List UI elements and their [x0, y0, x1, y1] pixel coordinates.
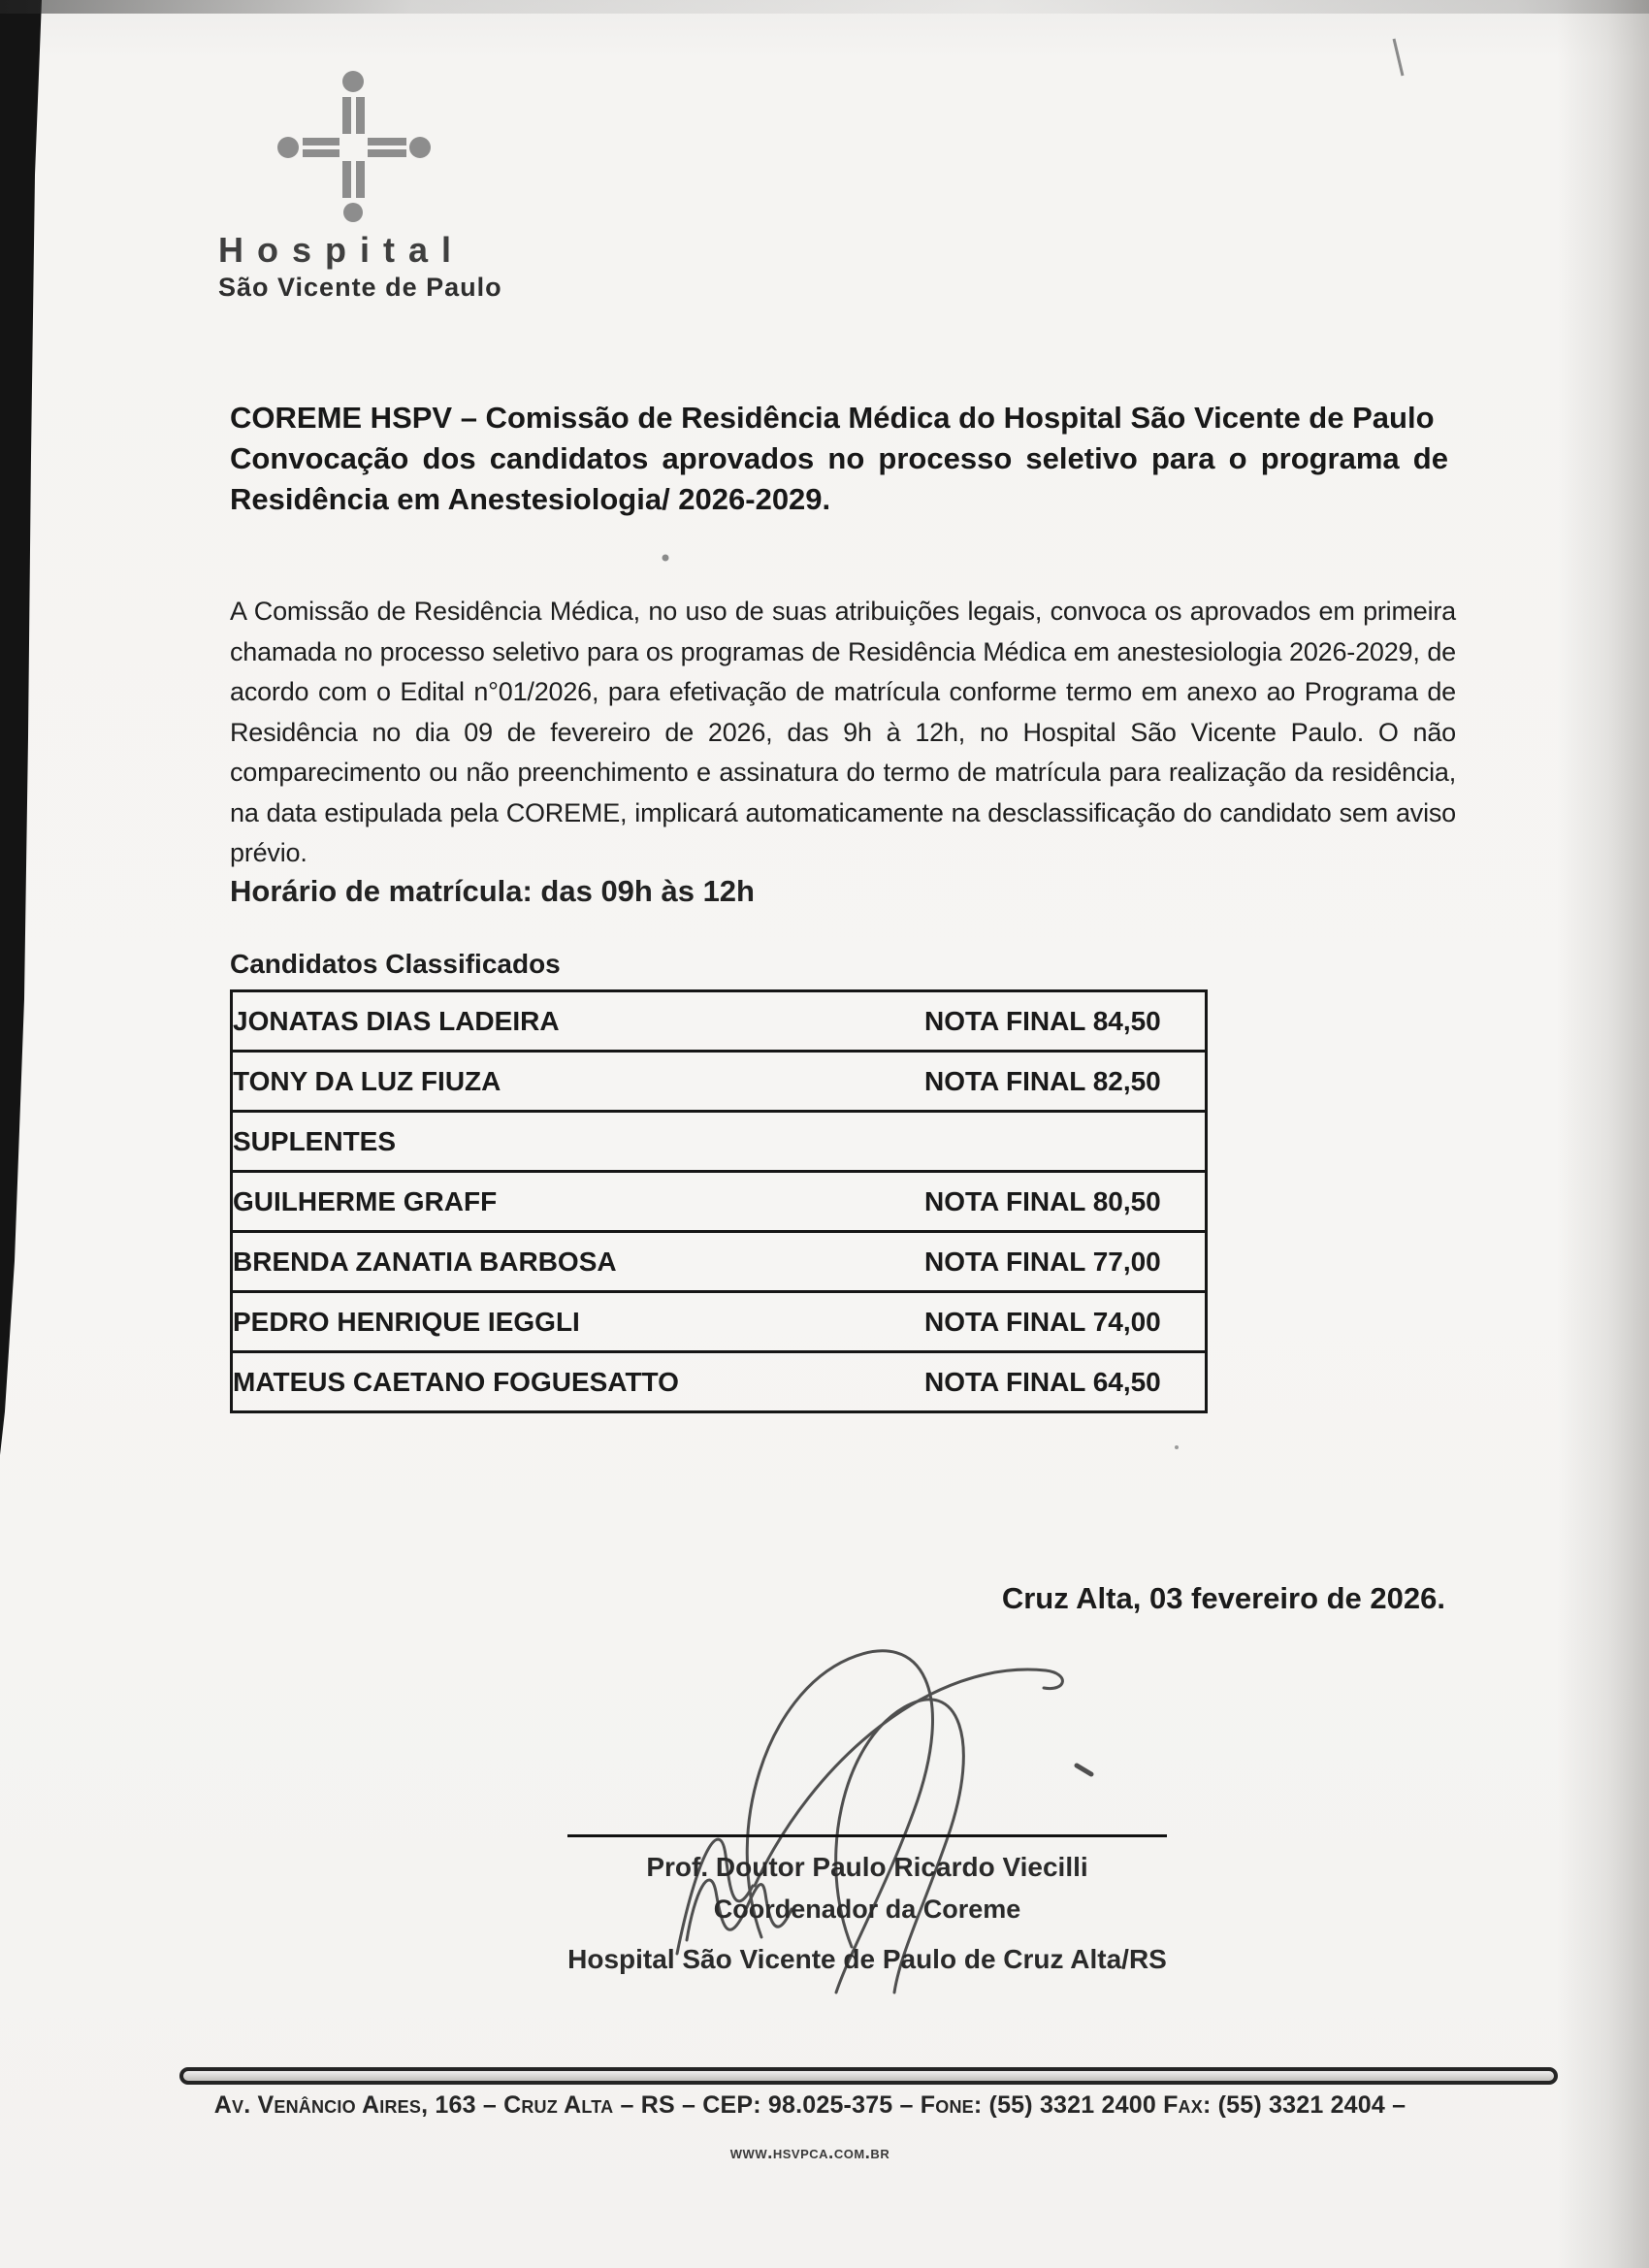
- footer-address: Av. Venâncio Aires, 163 – Cruz Alta – RS – CEP: 98.025-375 – Fone: (55) 3321 2400 Fax: (55) 3321 2404 –: [213, 2091, 1406, 2119]
- candidate-score: NOTA FINAL 77,00: [924, 1232, 1207, 1292]
- footer-website: www.hsvpca.com.br: [729, 2143, 890, 2163]
- candidate-row: [232, 1232, 1207, 1292]
- candidate-name: JONATAS DIAS LADEIRA: [232, 991, 925, 1052]
- candidate-score: NOTA FINAL 64,50: [924, 1352, 1207, 1412]
- signatory-org: Hospital São Vicente de Paulo de Cruz Alta/RS: [567, 1944, 1167, 1974]
- date-line: Cruz Alta, 03 fevereiro de 2026.: [1001, 1581, 1445, 1615]
- scan-left-black-strip: [0, 0, 42, 1455]
- signature-block: [479, 1846, 1255, 1981]
- footer-divider-bar: [179, 2067, 1558, 2085]
- candidate-name: TONY DA LUZ FIUZA: [232, 1052, 925, 1112]
- scan-corner-mark: [1394, 39, 1403, 76]
- candidates-table: [230, 989, 1208, 1413]
- candidate-score: NOTA FINAL 74,00: [924, 1292, 1207, 1352]
- hospital-cross-icon: [242, 56, 456, 226]
- candidates-table-body: [232, 991, 1207, 1412]
- document-subtitle: Convocação dos candidatos aprovados no processo seletivo para o programa de Residência em Anestesiologia/ 2026-2029.: [230, 441, 1448, 516]
- candidate-score: NOTA FINAL 82,50: [924, 1052, 1207, 1112]
- scan-speck: [663, 555, 669, 562]
- candidate-name: GUILHERME GRAFF: [232, 1172, 925, 1232]
- candidates-heading: Candidatos Classificados: [230, 949, 561, 979]
- signatory-role: Coordenador da Coreme: [713, 1895, 1021, 1924]
- body-paragraph: A Comissão de Residência Médica, no uso de suas atribuições legais, convoca os aprovados em primeira chamada no processo seletivo para os programas de Residência Médica em anestesiologia 2026-2029, de acordo com o Edital n°01/2026, para efetivação de matrícula conforme termo em anexo ao Programa de Residência no dia 09 de fevereiro de 2026, das 9h à 12h, no Hospital São Vicente Paulo. O não comparecimento ou não preenchimento e assinatura do termo de matrícula para realização da residência, na data estipulada pela COREME, implicará automaticamente na desclassificação do candidato sem aviso prévio.: [230, 597, 1456, 867]
- candidate-score: [924, 1112, 1207, 1172]
- scan-speck: [1175, 1445, 1179, 1449]
- candidate-name: PEDRO HENRIQUE IEGGLI: [232, 1292, 925, 1352]
- document-title: COREME HSPV – Comissão de Residência Médica do Hospital São Vicente de Paulo: [230, 401, 1435, 435]
- scan-right-shadow: [1557, 0, 1649, 2268]
- candidate-row: [232, 1052, 1207, 1112]
- candidate-name: MATEUS CAETANO FOGUESATTO: [232, 1352, 925, 1412]
- candidate-score: NOTA FINAL 84,50: [924, 991, 1207, 1052]
- candidate-row: [232, 1112, 1207, 1172]
- schedule-heading: Horário de matrícula: das 09h às 12h: [230, 874, 755, 908]
- signature-line: [567, 1834, 1167, 1837]
- logo-subtitle-text: São Vicente de Paulo: [218, 273, 502, 300]
- candidate-name: SUPLENTES: [232, 1112, 925, 1172]
- logo-hospital-text: Hospital: [218, 230, 466, 270]
- candidate-row: [232, 991, 1207, 1052]
- candidate-score: NOTA FINAL 80,50: [924, 1172, 1207, 1232]
- candidate-row: [232, 1352, 1207, 1412]
- candidate-row: [232, 1172, 1207, 1232]
- signatory-name: Prof. Doutor Paulo Ricardo Viecilli: [646, 1852, 1088, 1882]
- candidate-row: [232, 1292, 1207, 1352]
- hospital-logo: [218, 56, 538, 300]
- scan-top-smudge: [0, 0, 1649, 14]
- candidate-name: BRENDA ZANATIA BARBOSA: [232, 1232, 925, 1292]
- title-block: [230, 398, 1448, 520]
